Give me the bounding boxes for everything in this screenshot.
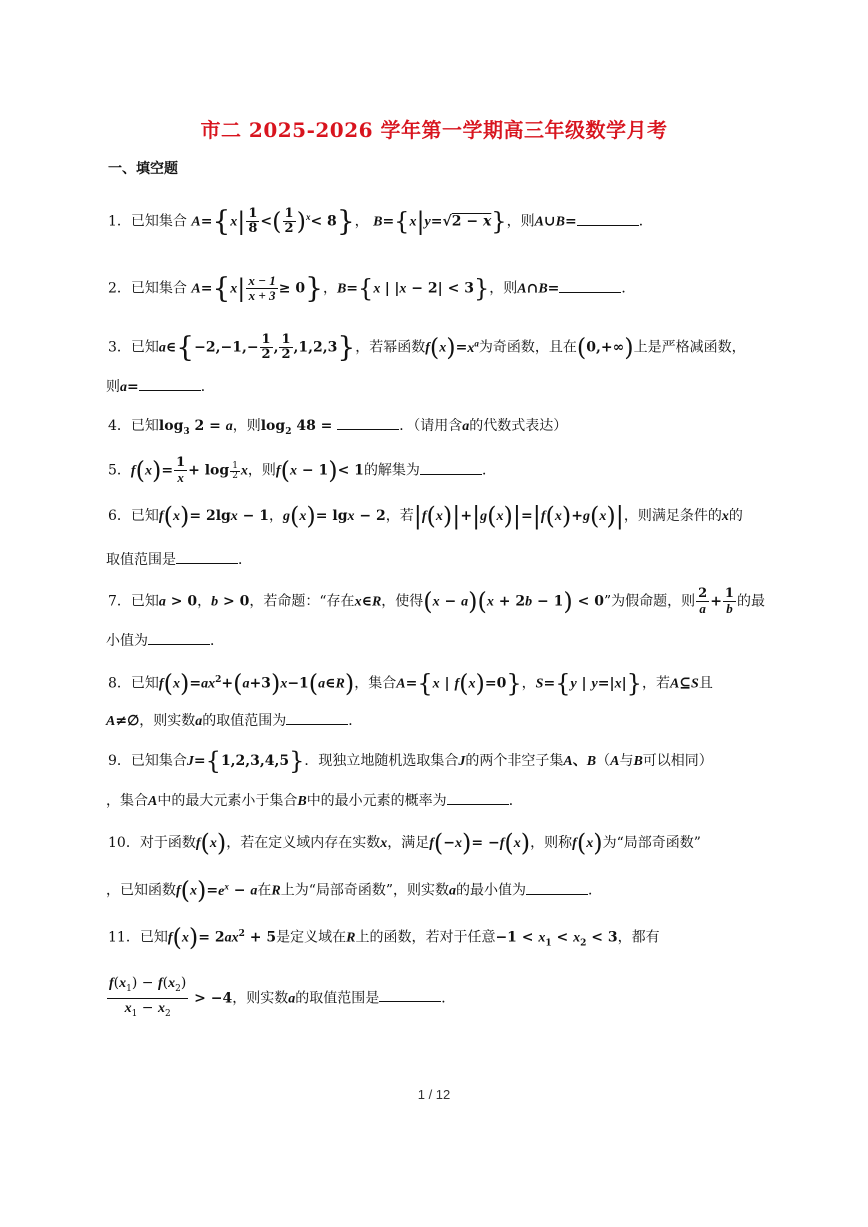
question-6-line-2: 取值范围是 ． <box>106 549 766 571</box>
question-5: 5．f(x)= $\frac{1}{x}$ + log $\frac{1}{2}$ x，则f(x − 1)< 1的解集为 ． <box>108 455 496 485</box>
question-3: 3．已知a∈{−2,−1,− $\frac{1}{2}$ , $\frac{1}{2}$ ,1,2,3}，若幂函数$f(x)=x^a$为奇函数，且在(0,+∞)上是严格减函数， <box>108 330 746 364</box>
question-10: 10．对于函数f(x)，若在定义域内存在实数x，满足f(−x)= −f(x)，则称f(x)为“局部奇函数” <box>108 829 701 857</box>
question-9: 9．已知集合J={1,2,3,4,5}．现独立地随机选取集合J的两个非空子集A、B（A与B可以相同） <box>108 747 713 775</box>
question-6: 6．已知f(x)= 2lgx − 1，g(x)= lgx − 2，若|f(x)|+|g(x)|=|f(x)+g(x)|，则满足条件的x的 <box>108 502 743 530</box>
question-1: 1．已知集合 A={x| $\frac{1}{8}$ <( $\frac{1}{2}$ )$^x$< 8}， B={x|y=√2 − x}，则A∪B= ． <box>108 204 653 238</box>
question-4: 4．已知$\log_3 2 = a$，则$\log_2 48$ = ．（请用含a的代数式表达） <box>108 415 768 443</box>
question-2: 2．已知集合 A={x| $\frac{x - 1}{x + 3}$ ≥ 0}，B={x | |x − 2| < 3}，则A∩B= ． <box>108 271 636 305</box>
section-heading: 一、填空题 <box>108 161 178 177</box>
question-10-line-2: ，已知函数$f(x)=e^x - a$在R上为“局部奇函数”，则实数a的最小值为 ． <box>106 876 603 905</box>
question-8-line-2: A≠∅，则实数a的取值范围为 ． <box>106 710 766 733</box>
page-number: 1 / 12 <box>417 1087 451 1102</box>
page-title: 市二 2025-2026 学年第一学期高三年级数学月考 <box>200 118 668 142</box>
question-11: 11．已知$f(x)= 2ax^2 + 5$是定义域在R上的函数，若对于任意$-1 < x_1 < x_2 < 3$，都有 <box>108 923 660 952</box>
question-8: 8．已知$f(x)=ax^2+(a+3)x-1(a\in R)$，集合A={x | f(x)=0}，S={y | y=|x|}，若A⊆S且 <box>108 669 713 698</box>
question-11-line-2: $\frac{f(x_1) - f(x_2)}{x_1 - x_2}$ > −4，则实数a的取值范围是 ． <box>109 975 456 1019</box>
question-3-line-2: 则a= ． <box>106 376 766 399</box>
question-7: 7．已知a > 0，b > 0，若命题：“存在x∈R，使得(x − a)(x + 2b − 1) < 0”为假命题，则 $\frac{2}{a}$ + $\frac{1}{b}$ 的最 <box>108 586 765 616</box>
question-7-line-2: 小值为 ． <box>106 630 766 652</box>
question-9-line-2: ，集合A中的最大元素小于集合B中的最小元素的概率为 ． <box>106 790 766 813</box>
